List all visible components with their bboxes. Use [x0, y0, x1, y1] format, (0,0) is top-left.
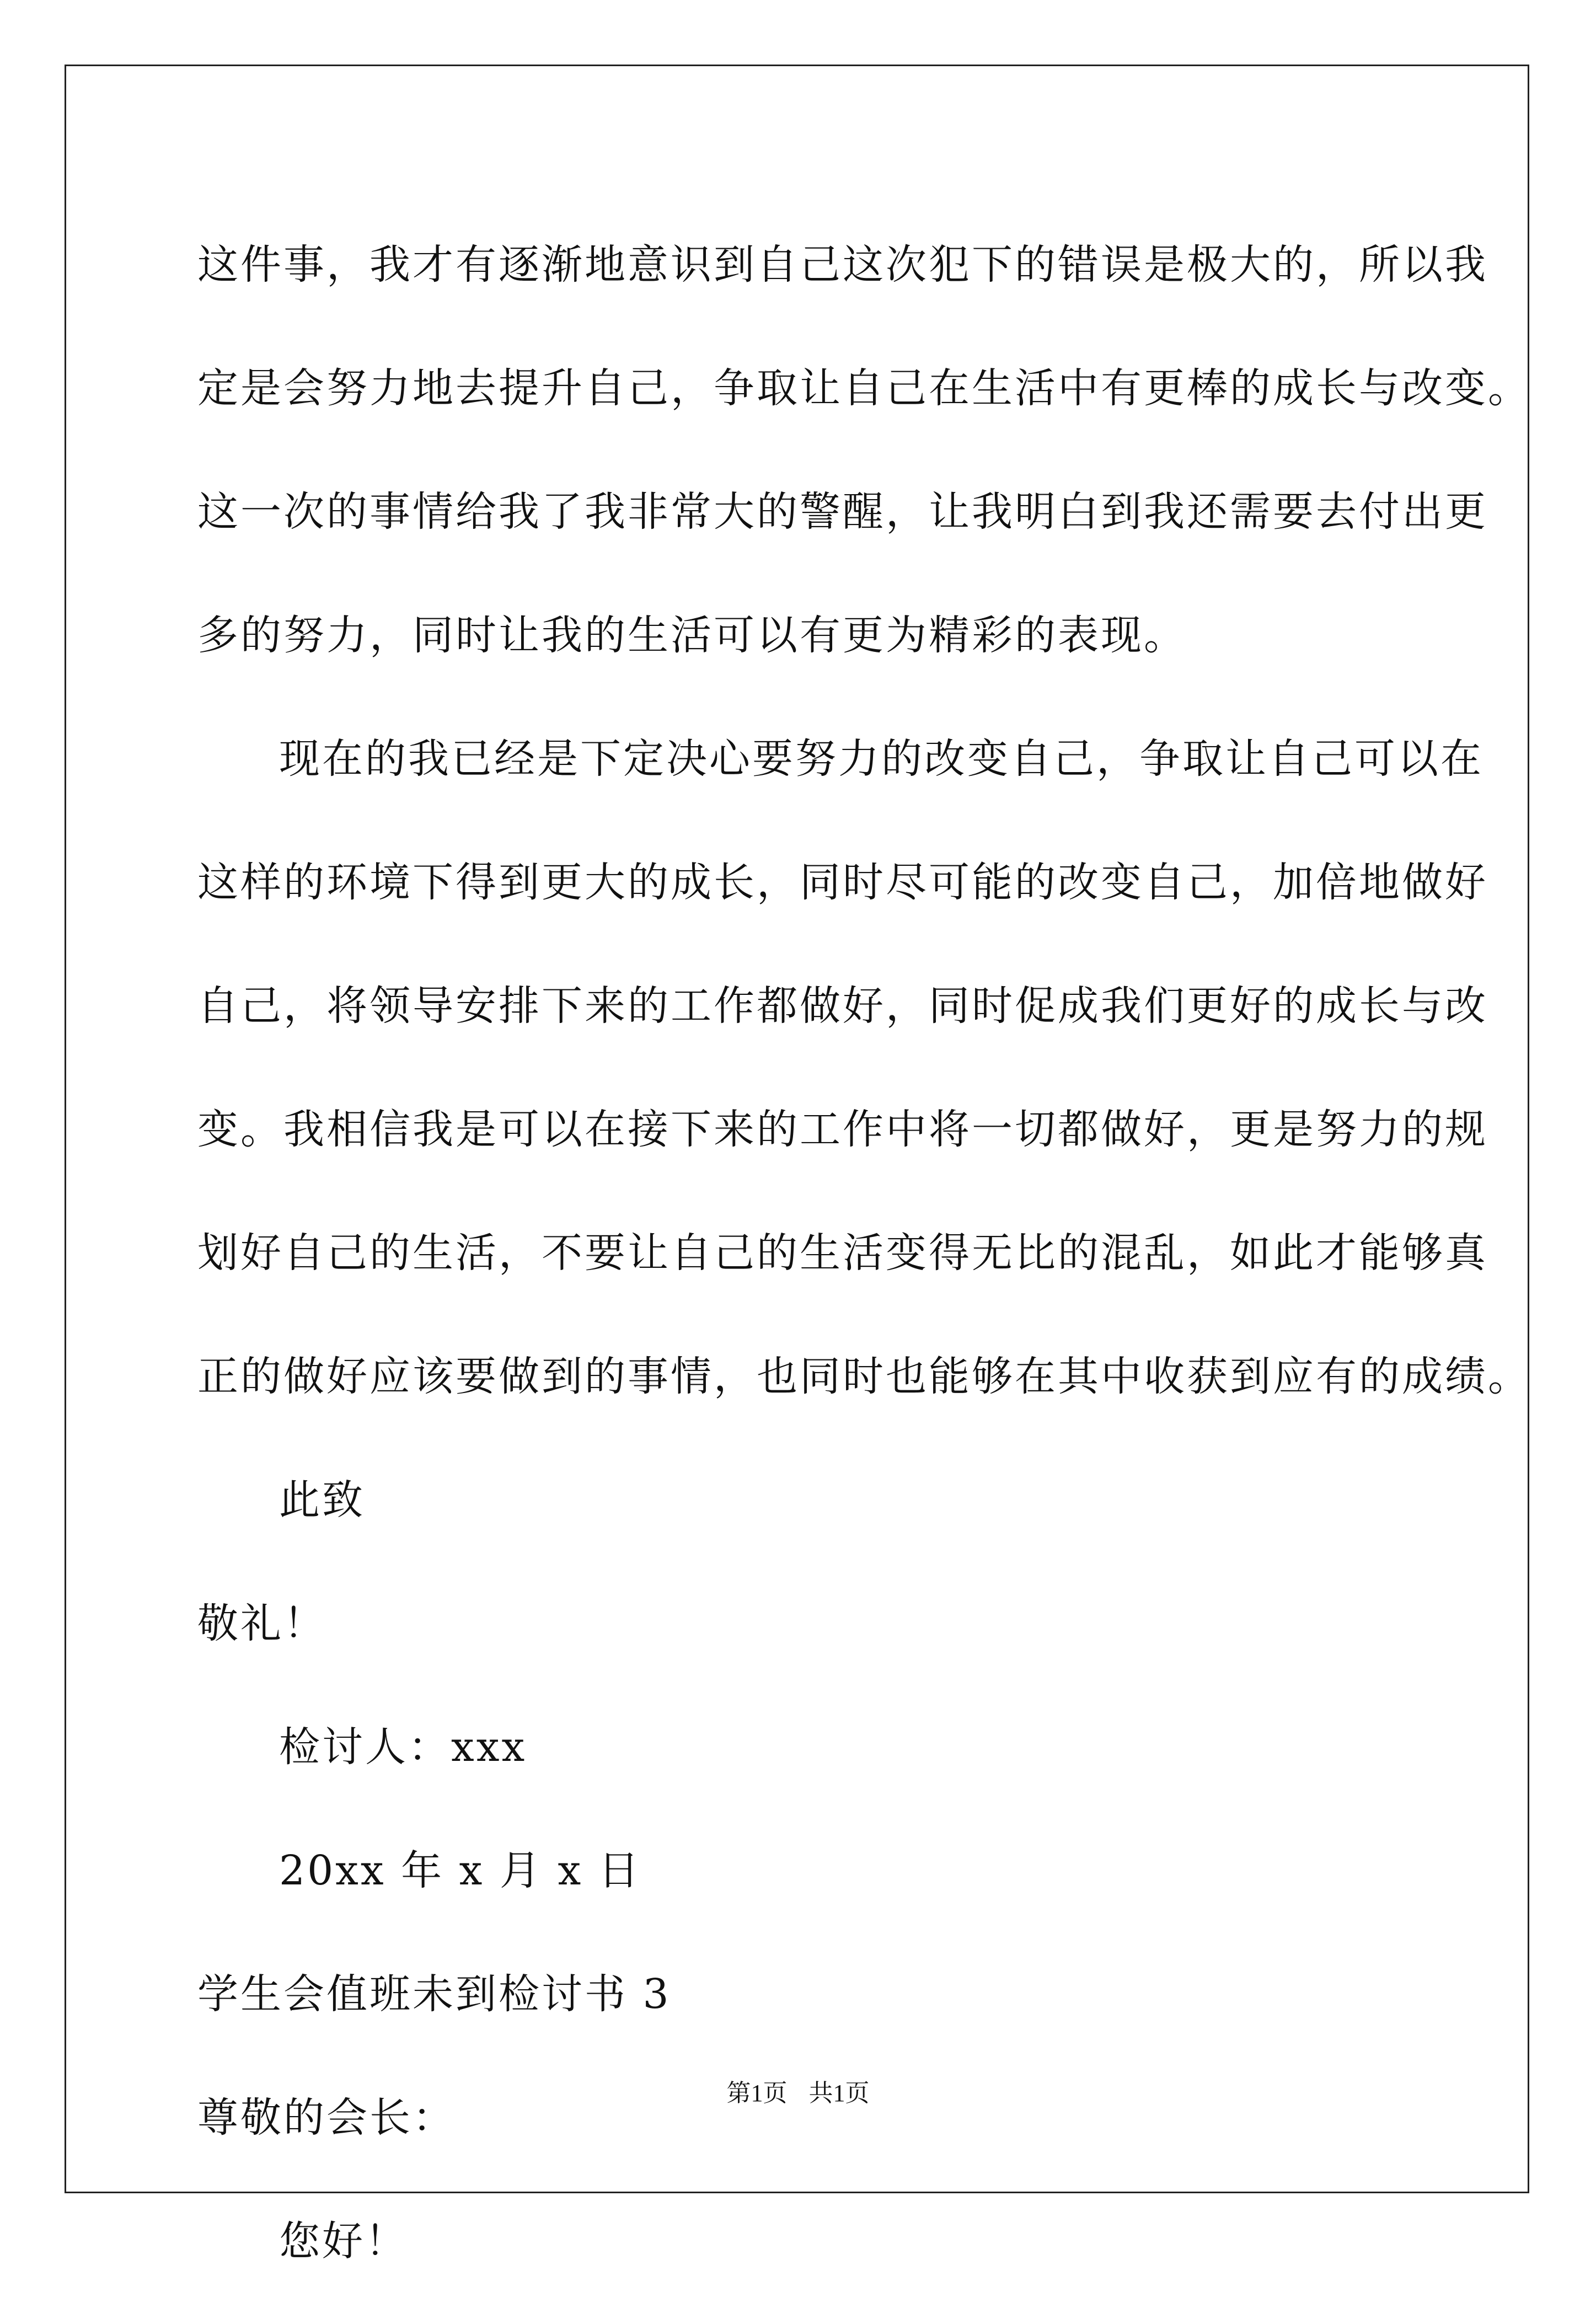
page-footer [0, 2077, 1596, 2110]
document-body [197, 203, 1531, 2303]
body-line: 这样的环境下得到更大的成长，同时尽可能的改变自己，加倍地做好 [197, 859, 1488, 906]
page-total: 共1页 [808, 2080, 870, 2107]
body-line: 这一次的事情给我了我非常大的警醒，让我明白到我还需要去付出更 [197, 488, 1488, 535]
date-line: 20xx 年 x 月 x 日 [279, 1847, 641, 1894]
body-line: 定是会努力地去提升自己，争取让自己在生活中有更棒的成长与改变。 [197, 365, 1531, 412]
body-line: 这件事，我才有逐渐地意识到自己这次犯下的错误是极大的，所以我 [197, 241, 1488, 288]
addressee-line: 尊敬的会长： [197, 2094, 456, 2141]
body-line: 正的做好应该要做到的事情，也同时也能够在其中收获到应有的成绩。 [197, 1353, 1531, 1400]
body-line: 自己，将领导安排下来的工作都做好，同时促成我们更好的成长与改 [197, 982, 1488, 1030]
body-line: 划好自己的生活，不要让自己的生活变得无比的混乱，如此才能够真 [197, 1229, 1488, 1277]
signer-line: 检讨人：xxx [279, 1723, 527, 1771]
body-line: 多的努力，同时让我的生活可以有更为精彩的表现。 [197, 612, 1187, 659]
greeting-line: 您好！ [279, 2218, 408, 2265]
body-line: 现在的我已经是下定决心要努力的改变自己，争取让自己可以在 [279, 735, 1483, 783]
section-title: 学生会值班未到检讨书 3 [197, 1970, 671, 2018]
closing-salutation: 此致 [279, 1476, 365, 1524]
body-line: 变。我相信我是可以在接下来的工作中将一切都做好，更是努力的规 [197, 1106, 1488, 1153]
page-number: 第1页 [726, 2080, 788, 2107]
closing-regards: 敬礼！ [197, 1600, 326, 1647]
